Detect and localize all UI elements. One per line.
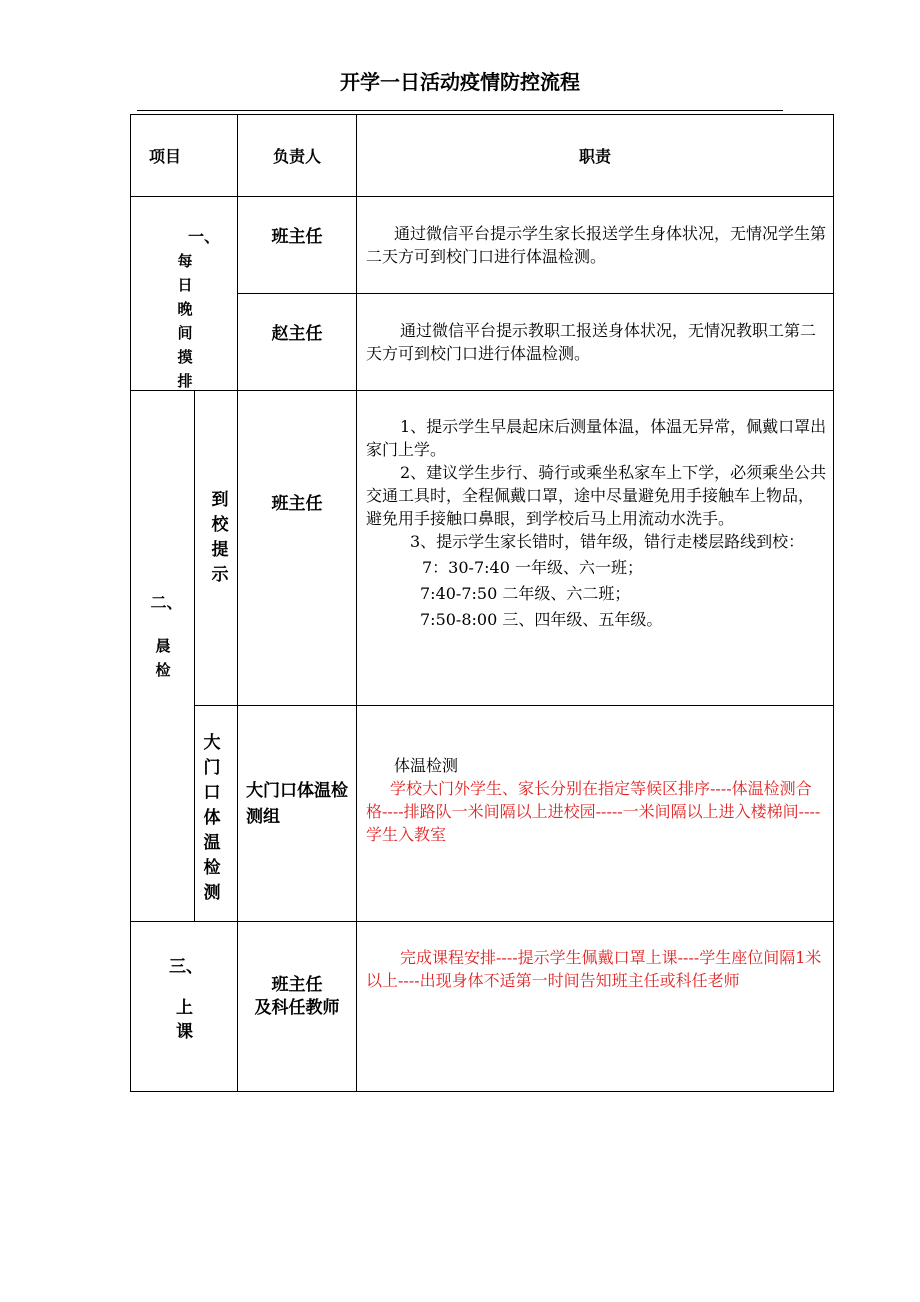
section3-person: [238, 974, 356, 1020]
title-underline: [137, 110, 783, 111]
section3-person-line1: 班主任: [271, 975, 323, 995]
duty-item-1: 1、提示学生早晨起床后测量体温，体温无异常，佩戴口罩出家门上学。: [366, 417, 827, 459]
section1-row1-person: 班主任: [271, 227, 323, 247]
section3-duty-flow: 完成课程安排----提示学生佩戴口罩上课----学生座位间隔1米以上----出现身体不适第一时间告知班主任或科任老师: [366, 948, 822, 990]
duty-item-3: 3、提示学生家长错时，错年级，错行走楼层路线到校：: [410, 532, 805, 551]
section3-person-line2: 及科任教师: [254, 998, 340, 1018]
section3-name: 上课: [176, 998, 193, 1042]
section2-sub2-person: 大门口体温检测组: [246, 781, 348, 827]
schedule-line-3: 7:50-8:00 三、四年级、五年级。: [420, 610, 663, 629]
row-line-s1-inner: [237, 293, 834, 294]
section1-row2-duty: [366, 319, 826, 365]
header-person-text: 负责人: [272, 147, 321, 166]
col-line-person: [237, 114, 238, 1092]
header-duty-text: 职责: [578, 147, 611, 166]
section1-number: 一、: [187, 227, 220, 246]
temperature-check-title: 体温检测: [394, 756, 459, 775]
col-line-duty: [356, 114, 357, 1092]
row-line-s2-inner: [194, 705, 834, 706]
schedule-line-2: 7:40-7:50 二年级、六二班；: [420, 584, 631, 603]
header-duty: [357, 115, 833, 196]
header-item: [131, 115, 237, 196]
row-line-header: [130, 196, 834, 197]
schedule-line-1: 7：30-7:40 一年级、六一班；: [422, 558, 643, 577]
row-line-s2: [130, 921, 834, 922]
col-line-sub: [194, 391, 195, 921]
section2-sub1-person: 班主任: [271, 494, 323, 514]
section2-sub2-duty: [366, 754, 826, 846]
duty-item-2: 2、建议学生步行、骑行或乘坐私家车上下学，必须乘坐公共交通工具时，全程佩戴口罩，途中尽量避免用手接触车上物品，避免用手接触口鼻眼，到学校后马上用流动水洗手。: [366, 463, 827, 528]
section1-row2-duty-text: 通过微信平台提示教职工报送身体状况，无情况教职工第二天方可到校门口进行体温检测。: [366, 321, 817, 363]
section1-name: 每日晚间摸排: [177, 252, 193, 390]
section2-sub1-label: 到校提示: [211, 490, 229, 585]
section2-sub1-duty: [366, 415, 828, 631]
section3-number: 三、: [169, 957, 203, 977]
section2-number: 二、: [150, 593, 183, 612]
section2-sub2-label: 大门口体温检测: [203, 733, 221, 903]
table-border-right: [833, 114, 834, 1092]
table-border-bottom: [130, 1091, 834, 1092]
header-item-text: 项目: [149, 147, 182, 166]
section1-row1-duty: [366, 222, 826, 268]
temperature-check-flow: 学校大门外学生、家长分别在指定等候区排序----体温检测合格----排路队一米间隔以上进校园-----一米间隔以上进入楼梯间----学生入教室: [366, 779, 821, 844]
section1-row2-person: 赵主任: [271, 324, 323, 344]
section1-row1-duty-text: 通过微信平台提示学生家长报送学生身体状况，无情况学生第二天方可到校门口进行体温检测。: [366, 224, 827, 266]
section3-duty: [366, 946, 828, 992]
section1-label: [131, 224, 237, 393]
section2-name: 晨检: [155, 637, 171, 679]
document-title: 开学一日活动疫情防控流程: [340, 70, 580, 94]
header-person: [238, 115, 356, 196]
